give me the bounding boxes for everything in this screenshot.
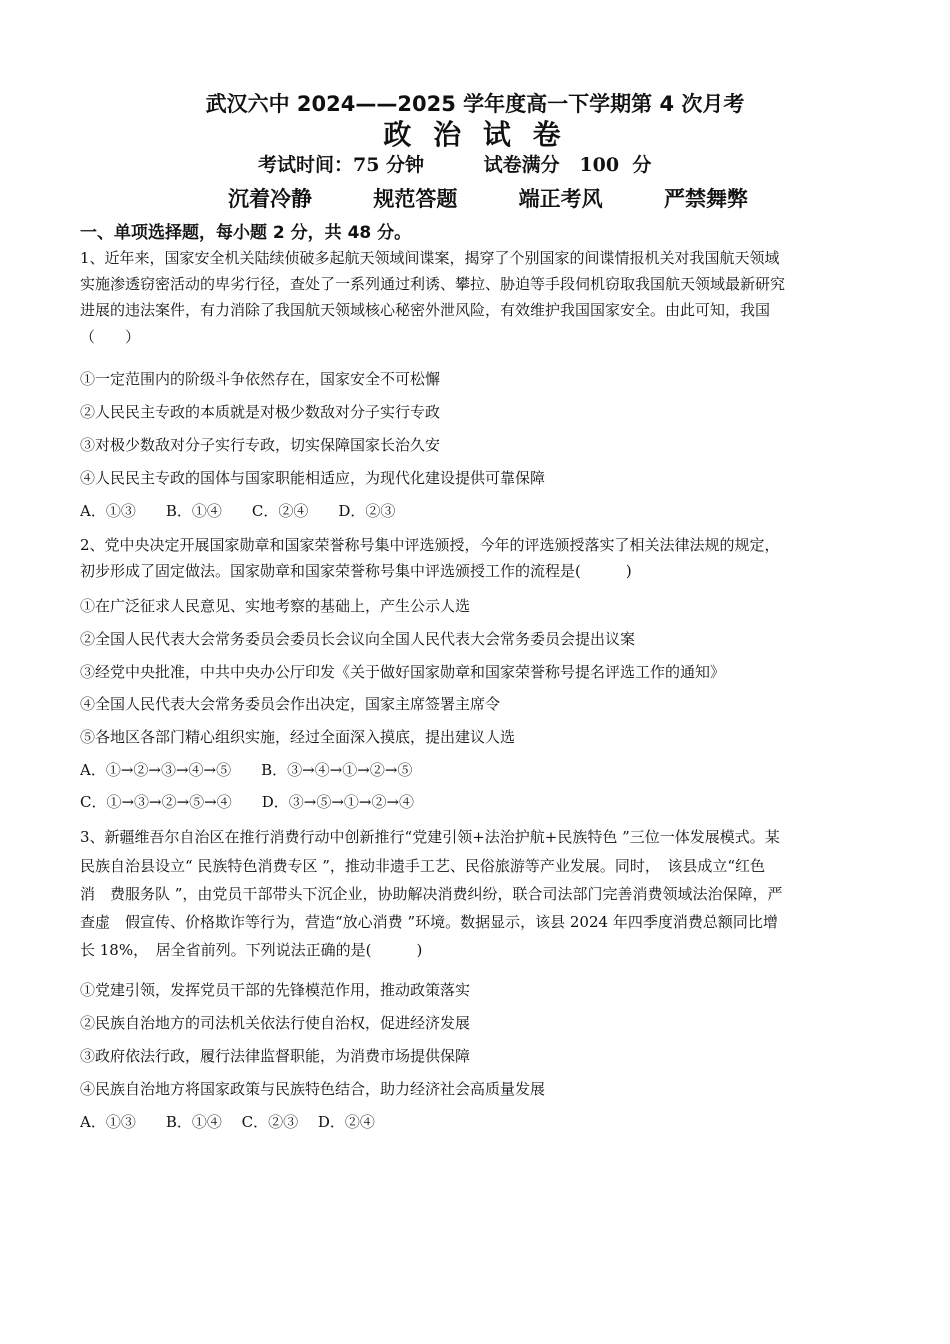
exam-title: 武汉六中 2024——2025 学年度高一下学期第 4 次月考: [205, 92, 745, 116]
question-item: ⑤各地区各部门精心组织实施，经过全面深入摸底，提出建议人选: [80, 728, 516, 746]
question-stem-line: 长 18%， 居全省前列。下列说法正确的是( ): [80, 941, 423, 959]
question-item: ②全国人民代表大会常务委员会委员长会议向全国人民代表大会常务委员会提出议案: [80, 630, 636, 648]
question-stem-line: 民族自治县设立“ 民族特色消费专区 ”，推动非遗手工艺、民俗旅游等产业发展。同时， 该县成立“红色: [80, 857, 766, 875]
question-item: ④人民民主专政的国体与国家职能相适应，为现代化建设提供可靠保障: [80, 469, 546, 487]
question-item: ④全国人民代表大会常务委员会作出决定，国家主席签署主席令: [80, 695, 501, 713]
question-item: ②人民民主专政的本质就是对极少数敌对分子实行专政: [80, 403, 441, 421]
question-stem-line: 实施渗透窃密活动的卑劣行径，查处了一系列通过利诱、攀拉、胁迫等手段伺机窃取我国航天领域最新研究: [80, 275, 786, 293]
question-stem-line: 3、新疆维吾尔自治区在推行消费行动中创新推行“党建引领+法治护航+民族特色 ”三位一体发展模式。某: [80, 828, 780, 846]
question-item: ②民族自治地方的司法机关依法行使自治权，促进经济发展: [80, 1014, 471, 1032]
section-heading: 一、单项选择题，每小题 2 分，共 48 分。: [80, 223, 412, 243]
question-item: ①党建引领，发挥党员干部的先锋模范作用，推动政策落实: [80, 981, 471, 999]
question-item: ①在广泛征求人民意见、实地考察的基础上，产生公示人选: [80, 597, 471, 615]
question-item: ③对极少数敌对分子实行专政，切实保障国家长治久安: [80, 436, 441, 454]
question-item: ④民族自治地方将国家政策与民族特色结合，助力经济社会高质量发展: [80, 1080, 546, 1098]
motto-4: 严禁舞弊: [663, 187, 748, 211]
motto-2: 规范答题: [373, 187, 458, 211]
answer-options: A．①→②→③→④→⑤ B．③→④→①→②→⑤: [80, 761, 413, 779]
question-stem-line: 进展的违法案件，有力消除了我国航天领域核心秘密外泄风险，有效维护我国国家安全。由此可知，我国: [80, 301, 771, 319]
answer-options: A．①③ B．①④ C．②③ D．②④: [80, 1113, 375, 1131]
question-item: ①一定范围内的阶级斗争依然存在，国家安全不可松懈: [80, 370, 441, 388]
answer-options: A．①③ B．①④ C．②④ D．②③: [80, 502, 396, 520]
motto-row: [228, 183, 748, 213]
exam-subject-title: 政 治 试 卷: [383, 118, 567, 151]
question-stem-line: （ ）: [80, 328, 141, 346]
question-stem-line: 查虚 假宣传、价格欺诈等行为，营造“放心消费 ”环境。数据显示，该县 2024 年四季度消费总额同比增: [80, 913, 778, 931]
question-stem-line: 2、党中央决定开展国家勋章和国家荣誉称号集中评选颁授，今年的评选颁授落实了相关法律法规的规定，: [80, 536, 780, 554]
question-item: ③经党中央批准，中共中央办公厅印发《关于做好国家勋章和国家荣誉称号提名评选工作的通知》: [80, 663, 726, 681]
question-stem-line: 消 费服务队 ”，由党员干部带头下沉企业，协助解决消费纠纷，联合司法部门完善消费领域法治保障，严: [80, 885, 783, 903]
question-item: ③政府依法行政，履行法律监督职能，为消费市场提供保障: [80, 1047, 471, 1065]
question-stem-line: 1、近年来，国家安全机关陆续侦破多起航天领域间谍案，揭穿了个别国家的间谍情报机关对我国航天领域: [80, 249, 780, 267]
motto-3: 端正考风: [518, 187, 603, 211]
motto-1: 沉着冷静: [228, 187, 312, 211]
answer-options: C．①→③→②→⑤→④ D．③→⑤→①→②→④: [80, 793, 415, 811]
question-stem-line: 初步形成了固定做法。国家勋章和国家荣誉称号集中评选颁授工作的流程是( ): [80, 562, 632, 580]
exam-info: 考试时间：75 分钟 试卷满分 100 分: [258, 154, 652, 176]
